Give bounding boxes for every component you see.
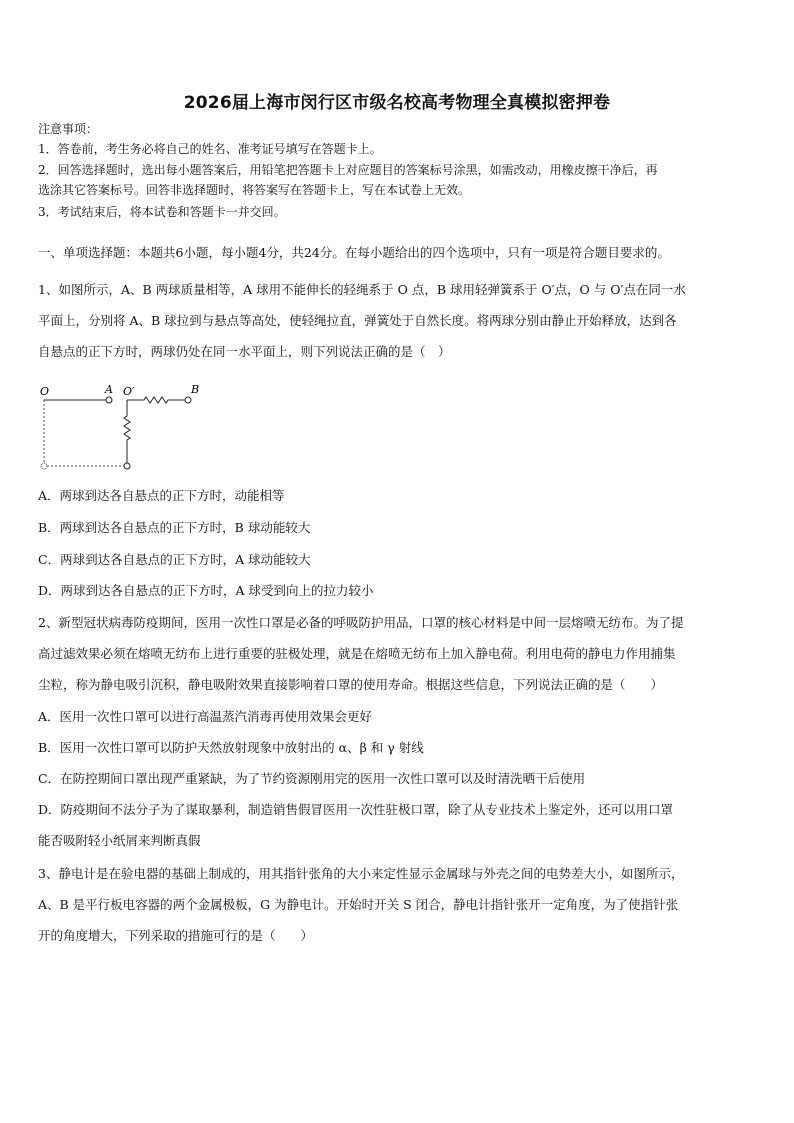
ball-a xyxy=(106,397,112,403)
answer-option: C．在防控期间口罩出现严重紧缺，为了节约资源刚用完的医用一次性口罩可以及时清洗晒干后使用 xyxy=(38,771,586,786)
question-text: 自悬点的正下方时，两球仍处在同一水平面上，则下列说法正确的是（ ） xyxy=(38,344,451,359)
label-b: B xyxy=(191,383,200,396)
label-a: A xyxy=(105,383,113,396)
label-o: O xyxy=(40,385,50,398)
ball-b-lower xyxy=(124,463,130,469)
ball-b xyxy=(185,397,191,403)
question-text: 3、静电计是在验电器的基础上制成的，用其指针张角的大小来定性显示金属球与外壳之间的电势差大小，如图所示， xyxy=(38,866,684,881)
ball-a-lower xyxy=(41,463,47,469)
question-text: 高过滤效果必须在熔喷无纺布上进行重要的驻极处理，就是在熔喷无纺布上加入静电荷。利用电荷的静电力作用捕集 xyxy=(38,646,676,661)
section-heading: 一、单项选择题：本题共6小题，每小题4分，共24分。在每小题给出的四个选项中，只有一项是符合题目要求的。 xyxy=(38,245,670,260)
answer-option: A．医用一次性口罩可以进行高温蒸汽消毒再使用效果会更好 xyxy=(38,709,373,724)
question-text: 尘粒，称为静电吸引沉积，静电吸附效果直接影响着口罩的使用寿命。根据这些信息，下列说法正确的是（ ） xyxy=(38,677,664,692)
question-text: 开的角度增大，下列采取的措施可行的是（ ） xyxy=(38,928,314,943)
pendulum-spring-diagram xyxy=(38,378,208,478)
question-text: 平面上，分别将 A、B 球拉到与悬点等高处，使轻绳拉直，弹簧处于自然长度。将两球分别由静止开始释放，达到各 xyxy=(38,313,677,328)
answer-option: D．防疫期间不法分子为了谋取暴利，制造销售假冒医用一次性驻极口罩，除了从专业技术上鉴定外，还可以用口罩 xyxy=(38,802,674,817)
answer-option: B．两球到达各自悬点的正下方时，B 球动能较大 xyxy=(38,520,311,535)
notice-item: 选涂其它答案标号。回答非选择题时，将答案写在答题卡上，写在本试卷上无效。 xyxy=(38,183,471,197)
notice-heading: 注意事项： xyxy=(38,122,99,136)
answer-option: D．两球到达各自悬点的正下方时，A 球受到向上的拉力较小 xyxy=(38,583,374,598)
horizontal-spring xyxy=(127,397,185,403)
answer-option: A．两球到达各自悬点的正下方时，动能相等 xyxy=(38,488,285,503)
answer-option: 能否吸附轻小纸屑来判断真假 xyxy=(38,833,201,848)
vertical-spring xyxy=(124,400,130,463)
answer-option: C．两球到达各自悬点的正下方时，A 球动能较大 xyxy=(38,552,311,567)
notice-item: 3．考试结束后，将本试卷和答题卡一并交回。 xyxy=(38,205,286,219)
question-text: 2、新型冠状病毒防疫期间，医用一次性口罩是必备的呼吸防护用品，口罩的核心材料是中间一层熔喷无纺布。为了提 xyxy=(38,615,684,630)
label-o-prime: O′ xyxy=(123,385,135,398)
page-title: 2026届上海市闵行区市级名校高考物理全真模拟密押卷 xyxy=(183,93,611,113)
notice-item: 2．回答选择题时，选出每小题答案后，用铅笔把答题卡上对应题目的答案标号涂黑，如需改动，用橡皮擦干净后，再 xyxy=(38,163,658,177)
answer-option: B．医用一次性口罩可以防护天然放射现象中放射出的 α、β 和 γ 射线 xyxy=(38,740,424,755)
question-text: 1、如图所示，A、B 两球质量相等，A 球用不能伸长的轻绳系于 O 点，B 球用轻弹簧系于 O′点，O 与 O′点在同一水 xyxy=(38,282,686,297)
notice-item: 1．答卷前，考生务必将自己的姓名、准考证号填写在答题卡上。 xyxy=(38,142,382,156)
question-text: A、B 是平行板电容器的两个金属极板，G 为静电计。开始时开关 S 闭合，静电计指针张开一定角度，为了使指针张 xyxy=(38,897,679,912)
